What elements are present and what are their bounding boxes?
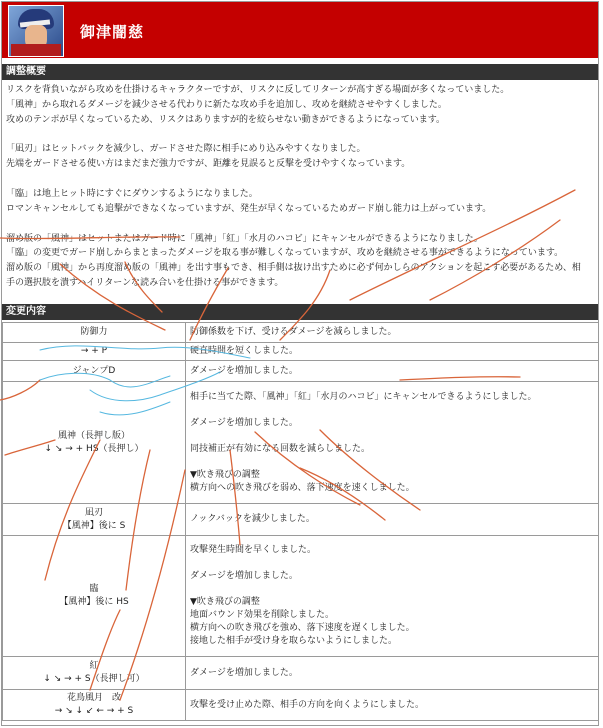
move-name: 紅: [89, 661, 99, 671]
changes-table: [2, 322, 599, 721]
change-description: 硬直時間を短くしました。: [190, 346, 299, 356]
move-name: ジャンプD: [72, 365, 116, 376]
change-description: 同技補正が有効になる回数を減らしました。: [190, 443, 371, 454]
move-name-cell: [3, 690, 186, 721]
change-description-cell: [186, 382, 600, 504]
move-name: 風神（長押し版）: [57, 430, 130, 441]
character-header: [2, 2, 598, 58]
summary-line: 「凪刃」はヒットバックを減少し、ガードさせた際に相手にめり込みやすくなりました。: [6, 144, 366, 155]
change-description-cell: [186, 657, 600, 690]
character-portrait: [8, 5, 64, 57]
summary-line: 攻めのテンポが早くなっているため、リスクはありますが的を絞らせない動きができるようになっています。: [6, 114, 446, 125]
summary-line: 手の選択肢を潰すハイリターンな読み合いを仕掛ける事ができます。: [6, 277, 284, 288]
move-name: 防御力: [80, 327, 108, 337]
change-row: [3, 343, 600, 361]
move-name-cell: [3, 361, 186, 382]
summary-text: [6, 83, 592, 291]
change-row: [3, 504, 600, 536]
move-name: 【風神】後に HS: [59, 597, 129, 607]
change-row: [3, 657, 600, 690]
change-description: 横方向への吹き飛びを強め、落下速度を遅くしました。: [190, 623, 415, 633]
move-name: → ↘ ↓ ↙ ← → + S: [54, 706, 134, 716]
change-description-cell: [186, 504, 600, 536]
change-description: ダメージを増加しました。: [190, 365, 298, 376]
change-description: ダメージを増加しました。: [190, 417, 298, 428]
character-name: 御津闇慈: [80, 23, 145, 41]
change-description: ▼吹き飛びの調整: [190, 597, 260, 607]
change-description: ダメージを増加しました。: [190, 667, 298, 678]
move-name-cell: [3, 343, 186, 361]
change-row: [3, 690, 600, 721]
change-description: 攻撃を受け止めた際、相手の方向を向くようにしました。: [190, 699, 425, 710]
change-row: [3, 323, 600, 343]
change-description-cell: [186, 343, 600, 361]
summary-line: リスクを背負いながら攻めを仕掛けるキャラクターですが、リスクに反してリターンが高すぎる場面が多くなっていました。: [6, 85, 510, 95]
change-description-cell: [186, 690, 600, 721]
change-row: [3, 536, 600, 657]
summary-line: ロマンキャンセルしても追撃ができなくなっていますが、発生が早くなっているためガード崩し能力は上がっています。: [6, 203, 492, 214]
move-name-cell: [3, 323, 186, 343]
move-name: 花鳥風月 改: [66, 693, 121, 703]
move-name-cell: [3, 536, 186, 657]
changes-heading: 変更内容: [2, 304, 598, 320]
change-description-cell: [186, 536, 600, 657]
move-name: → + P: [80, 346, 108, 356]
change-description-cell: [186, 361, 600, 382]
change-row: [3, 382, 600, 504]
change-description: ▼吹き飛びの調整: [190, 469, 260, 480]
move-name: 【風神】後に S: [62, 520, 126, 531]
move-name-cell: [3, 504, 186, 536]
change-description: 接地した相手が受け身を取らないようにしました。: [190, 636, 398, 646]
move-name: 臨: [89, 584, 99, 594]
change-description: 横方向への吹き飛びを弱め、落下速度を速くしました。: [190, 482, 415, 493]
change-row: [3, 361, 600, 382]
summary-line: 「臨」は地上ヒット時にすぐにダウンするようになりました。: [6, 188, 258, 199]
change-description: 地面バウンド効果を削除しました。: [190, 610, 335, 620]
move-name-cell: [3, 657, 186, 690]
summary-line: 「臨」の変更でガード崩しからまとまったダメージを取る事が難しくなっていますが、攻めを継続させる事ができるようになっています。: [6, 248, 564, 259]
change-description: 防御係数を下げ、受けるダメージを減らしました。: [190, 327, 397, 337]
change-description: ダメージを増加しました。: [190, 571, 298, 581]
document-frame: [1, 1, 599, 726]
change-description: 攻撃発生時間を早くしました。: [190, 545, 317, 555]
change-description-cell: [186, 323, 600, 343]
summary-line: 溜め版の「風神」はヒットまたはガード時に「風神」「紅」「水月のハコビ」にキャンセルができるようになりました。: [6, 233, 483, 244]
move-name-cell: [3, 382, 186, 504]
summary-line: 先端をガードさせる使い方はまだまだ強力ですが、距離を見誤ると反撃を受けやすくなっています。: [6, 159, 411, 170]
move-name: ↓ ↘ → + HS（長押し）: [44, 443, 144, 454]
move-name: ↓ ↘ → + S（長押し可）: [43, 674, 145, 684]
summary-heading: 調整概要: [2, 64, 598, 80]
change-description: 相手に当てた際、「風神」「紅」「水月のハコビ」にキャンセルできるようにしました。: [190, 391, 537, 402]
move-name: 凪刃: [84, 507, 103, 518]
summary-line: 溜め版の「風神」から再度溜め版の「風神」を出す事もでき、相手側は抜け出すために必ず何かしらのアクションを起こす必要があるため、相: [6, 263, 581, 274]
change-description: ノックバックを減少しました。: [190, 514, 315, 524]
summary-line: 「風神」から取れるダメージを減少させる代わりに新たな攻め手を追加し、攻めを継続させやすくしました。: [6, 99, 447, 110]
